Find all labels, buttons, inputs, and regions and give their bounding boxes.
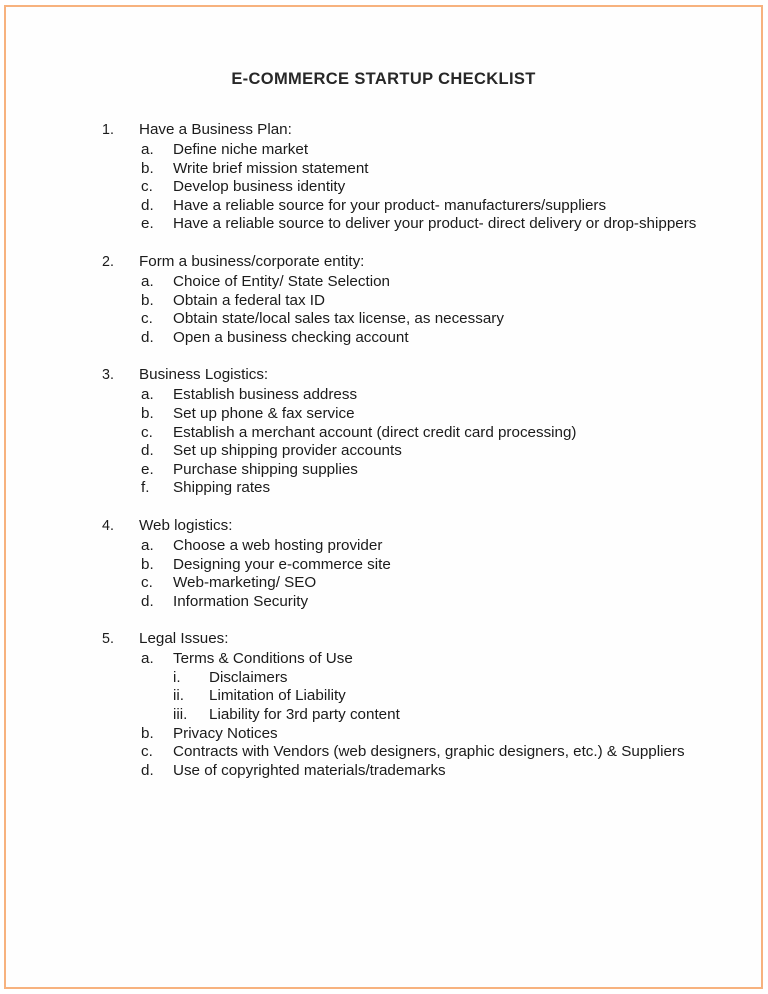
checklist-item (100, 197, 731, 216)
item-text: Choose a web hosting provider (173, 536, 383, 554)
item-marker: f. (141, 479, 150, 497)
item-text: Designing your e-commerce site (173, 555, 391, 573)
checklist-item (100, 424, 731, 443)
section-heading-row (100, 251, 731, 272)
checklist-section (100, 119, 731, 234)
checklist-section (100, 364, 731, 498)
item-marker: e. (141, 215, 154, 233)
item-text: Choice of Entity/ State Selection (173, 272, 390, 290)
item-text: Set up phone & fax service (173, 404, 355, 422)
item-text: Obtain a federal tax ID (173, 291, 325, 309)
item-marker: c. (141, 423, 153, 441)
item-marker: b. (141, 291, 154, 309)
item-marker: d. (141, 592, 154, 610)
item-marker: b. (141, 159, 154, 177)
item-marker: c. (141, 310, 153, 328)
checklist-item (100, 292, 731, 311)
checklist-body (100, 119, 731, 780)
checklist-item (100, 593, 731, 612)
subitem-marker: ii. (173, 687, 184, 705)
item-marker: a. (141, 272, 154, 290)
checklist-item (100, 762, 731, 781)
subitem-text: Liability for 3rd party content (209, 706, 400, 724)
item-marker: a. (141, 536, 154, 554)
item-text: Privacy Notices (173, 724, 278, 742)
checklist-item (100, 537, 731, 556)
section-heading-row (100, 364, 731, 385)
section-heading-text: Have a Business Plan: (139, 121, 292, 138)
section-items (100, 650, 731, 780)
checklist-item (100, 310, 731, 329)
item-marker: c. (141, 743, 153, 761)
page-content-area (6, 7, 761, 987)
item-text: Set up shipping provider accounts (173, 442, 402, 460)
section-heading-text: Business Logistics: (139, 366, 269, 384)
scanned-page (4, 5, 763, 989)
checklist-subitem (100, 687, 731, 706)
checklist-item (100, 160, 731, 179)
checklist-item (100, 178, 731, 197)
checklist-item (100, 329, 731, 348)
item-text: Terms & Conditions of Use (173, 650, 353, 668)
item-marker: c. (141, 574, 153, 592)
subitem-text: Disclaimers (209, 668, 288, 686)
subitem-marker: i. (173, 668, 181, 686)
item-marker: a. (141, 141, 154, 158)
item-subitems (100, 669, 731, 725)
checklist-section (100, 628, 731, 780)
checklist-item (100, 273, 731, 292)
checklist-item (100, 650, 731, 669)
section-number: 2. (102, 253, 114, 270)
checklist-item (100, 215, 731, 234)
section-items (100, 273, 731, 347)
item-marker: d. (141, 442, 154, 460)
section-number: 3. (102, 367, 114, 384)
item-text: Develop business identity (173, 178, 346, 196)
item-marker: a. (141, 386, 154, 404)
section-number: 4. (102, 517, 114, 534)
section-heading-text: Form a business/corporate entity: (139, 252, 365, 270)
item-marker: d. (141, 328, 154, 346)
section-number: 1. (102, 122, 114, 138)
item-text: Use of copyrighted materials/trademarks (173, 761, 446, 779)
item-text: Open a business checking account (173, 328, 409, 346)
checklist-subitem (100, 706, 731, 725)
item-text: Define niche market (173, 141, 309, 158)
checklist-item (100, 442, 731, 461)
item-marker: b. (141, 724, 154, 742)
item-marker: d. (141, 196, 154, 214)
item-text: Contracts with Vendors (web designers, graphic designers, etc.) & Suppliers (173, 743, 685, 761)
item-marker: a. (141, 650, 154, 668)
item-text: Have a reliable source to deliver your product- direct delivery or drop-shippers (173, 215, 697, 233)
item-text: Establish business address (173, 386, 358, 404)
section-number: 5. (102, 631, 114, 648)
section-items (100, 537, 731, 611)
item-text: Purchase shipping supplies (173, 460, 358, 478)
checklist-item (100, 405, 731, 424)
item-text: Write brief mission statement (173, 159, 369, 177)
checklist-item (100, 461, 731, 480)
checklist-item (100, 725, 731, 744)
checklist-item (100, 479, 731, 498)
item-marker: d. (141, 761, 154, 779)
checklist-item (100, 743, 731, 762)
section-heading-row (100, 119, 731, 140)
item-marker: e. (141, 460, 154, 478)
section-heading-text: Legal Issues: (139, 630, 229, 648)
checklist-subitem (100, 669, 731, 688)
section-heading-text: Web logistics: (139, 516, 233, 534)
item-marker: b. (141, 404, 154, 422)
section-items (100, 141, 731, 234)
item-text: Information Security (173, 592, 309, 610)
subitem-text: Limitation of Liability (209, 687, 346, 705)
item-text: Obtain state/local sales tax license, as necessary (173, 310, 504, 328)
item-text: Web-marketing/ SEO (173, 574, 317, 592)
item-text: Have a reliable source for your product- manufacturers/suppliers (173, 196, 607, 214)
section-items (100, 386, 731, 498)
item-text: Establish a merchant account (direct credit card processing) (173, 423, 577, 441)
checklist-item (100, 386, 731, 405)
checklist-item (100, 141, 731, 160)
item-text: Shipping rates (173, 479, 271, 497)
page-title: E-COMMERCE STARTUP CHECKLIST (231, 70, 536, 88)
subitem-marker: iii. (173, 706, 188, 724)
checklist-section (100, 515, 731, 611)
item-marker: b. (141, 555, 154, 573)
checklist-section (100, 251, 731, 347)
section-heading-row (100, 628, 731, 649)
item-marker: c. (141, 178, 153, 196)
section-heading-row (100, 515, 731, 536)
checklist-item (100, 556, 731, 575)
checklist-item (100, 574, 731, 593)
